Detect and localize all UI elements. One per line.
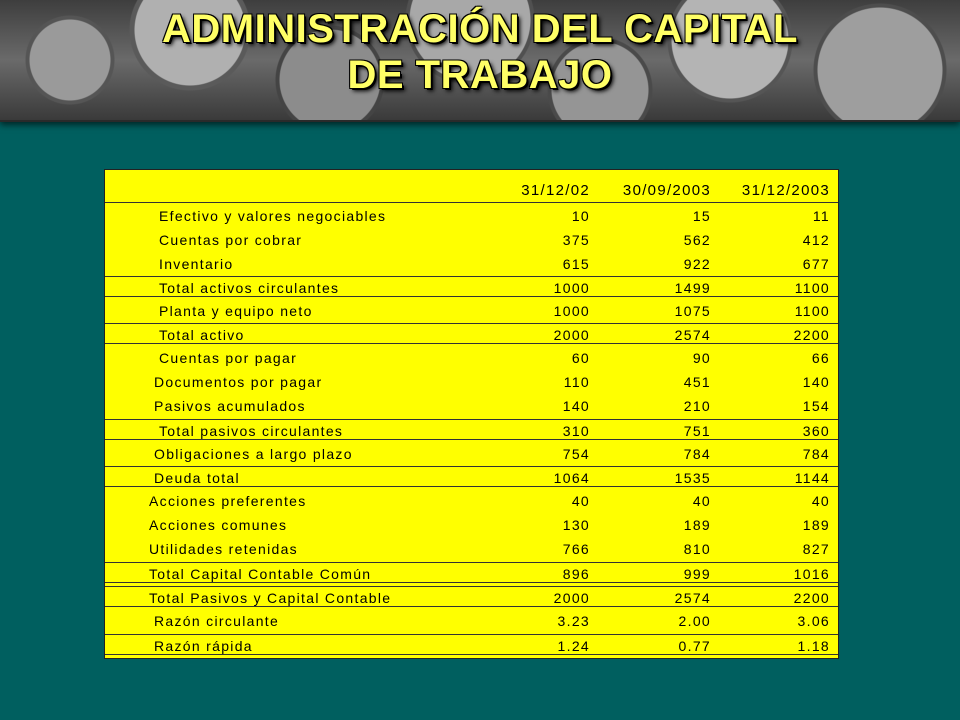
row-label: Total Pasivos y Capital Contable <box>149 590 392 606</box>
cell-value: 154 <box>802 398 830 414</box>
row-label: Inventario <box>159 256 234 272</box>
cell-value: 412 <box>802 232 830 248</box>
table-row <box>105 586 838 607</box>
cell-value: 210 <box>683 398 711 414</box>
page-title <box>0 6 960 98</box>
cell-value: 2000 <box>553 590 590 606</box>
cell-value: 766 <box>562 541 590 557</box>
table-row <box>105 538 838 559</box>
cell-value: 784 <box>683 446 711 462</box>
cell-value: 1.18 <box>797 638 830 654</box>
table-row <box>105 276 838 297</box>
row-label: Obligaciones a largo plazo <box>154 446 353 462</box>
table-row <box>105 466 838 487</box>
cell-value: 3.23 <box>557 613 590 629</box>
table-row <box>105 610 838 631</box>
table-row <box>105 562 838 583</box>
cell-value: 827 <box>802 541 830 557</box>
cell-value: 451 <box>683 374 711 390</box>
row-label: Acciones comunes <box>149 517 288 533</box>
table-row <box>105 371 838 392</box>
title-line-1: ADMINISTRACIÓN DEL CAPITAL <box>162 7 798 51</box>
cell-value: 754 <box>562 446 590 462</box>
cell-value: 2.00 <box>678 613 711 629</box>
row-label: Utilidades retenidas <box>149 541 298 557</box>
header-banner <box>0 0 960 122</box>
cell-value: 2574 <box>674 327 711 343</box>
balance-table <box>104 169 839 659</box>
cell-value: 1000 <box>553 280 590 296</box>
cell-value: 1499 <box>674 280 711 296</box>
cell-value: 0.77 <box>678 638 711 654</box>
cell-value: 110 <box>563 374 590 390</box>
row-label: Pasivos acumulados <box>154 398 306 414</box>
cell-value: 40 <box>692 493 711 509</box>
cell-value: 1075 <box>674 303 711 319</box>
cell-value: 11 <box>812 208 830 224</box>
column-header: 31/12/02 <box>521 182 590 199</box>
cell-value: 375 <box>562 232 590 248</box>
row-label: Razón rápida <box>154 638 253 654</box>
cell-value: 3.06 <box>797 613 830 629</box>
table-row <box>105 490 838 511</box>
cell-value: 2200 <box>793 590 830 606</box>
table-row <box>105 634 838 655</box>
cell-value: 310 <box>562 423 590 439</box>
cell-value: 922 <box>683 256 711 272</box>
table-row <box>105 514 838 535</box>
header-divider <box>105 202 838 203</box>
cell-value: 751 <box>683 423 711 439</box>
row-label: Acciones preferentes <box>149 493 307 509</box>
row-label: Efectivo y valores negociables <box>159 208 387 224</box>
cell-value: 1144 <box>794 470 830 486</box>
cell-value: 1100 <box>794 303 830 319</box>
table-row <box>105 253 838 274</box>
cell-value: 140 <box>562 398 590 414</box>
cell-value: 2200 <box>793 327 830 343</box>
cell-value: 189 <box>802 517 830 533</box>
row-label: Planta y equipo neto <box>159 303 313 319</box>
table-row <box>105 323 838 344</box>
cell-value: 1100 <box>794 280 830 296</box>
column-header: 30/09/2003 <box>622 182 711 199</box>
table-row <box>105 395 838 416</box>
table-row <box>105 300 838 321</box>
cell-value: 40 <box>571 493 590 509</box>
cell-value: 1000 <box>553 303 590 319</box>
table-row <box>105 443 838 464</box>
cell-value: 562 <box>683 232 711 248</box>
cell-value: 810 <box>683 541 711 557</box>
row-label: Cuentas por cobrar <box>159 232 303 248</box>
row-label: Documentos por pagar <box>154 374 323 390</box>
cell-value: 130 <box>562 517 590 533</box>
row-label: Total activo <box>159 327 245 343</box>
cell-value: 140 <box>802 374 830 390</box>
cell-value: 1064 <box>553 470 590 486</box>
cell-value: 40 <box>811 493 830 509</box>
cell-value: 66 <box>811 350 830 366</box>
cell-value: 360 <box>802 423 830 439</box>
cell-value: 1.24 <box>557 638 590 654</box>
table-row <box>105 419 838 440</box>
cell-value: 1016 <box>793 566 830 582</box>
table-header-row <box>105 176 838 202</box>
table-row <box>105 347 838 368</box>
column-header: 31/12/2003 <box>741 182 830 199</box>
row-label: Total pasivos circulantes <box>159 423 344 439</box>
cell-value: 677 <box>802 256 830 272</box>
title-line-2: DE TRABAJO <box>347 53 613 97</box>
row-label: Deuda total <box>154 470 240 486</box>
row-label: Razón circulante <box>154 613 280 629</box>
cell-value: 60 <box>571 350 590 366</box>
cell-value: 15 <box>692 208 711 224</box>
cell-value: 999 <box>683 566 711 582</box>
cell-value: 784 <box>802 446 830 462</box>
row-label: Total activos circulantes <box>159 280 340 296</box>
cell-value: 615 <box>562 256 590 272</box>
row-label: Total Capital Contable Común <box>149 566 372 582</box>
table-row <box>105 229 838 250</box>
table-row <box>105 205 838 226</box>
cell-value: 90 <box>692 350 711 366</box>
cell-value: 2000 <box>553 327 590 343</box>
cell-value: 896 <box>562 566 590 582</box>
cell-value: 189 <box>683 517 711 533</box>
row-label: Cuentas por pagar <box>159 350 298 366</box>
cell-value: 10 <box>571 208 590 224</box>
cell-value: 2574 <box>674 590 711 606</box>
cell-value: 1535 <box>674 470 711 486</box>
